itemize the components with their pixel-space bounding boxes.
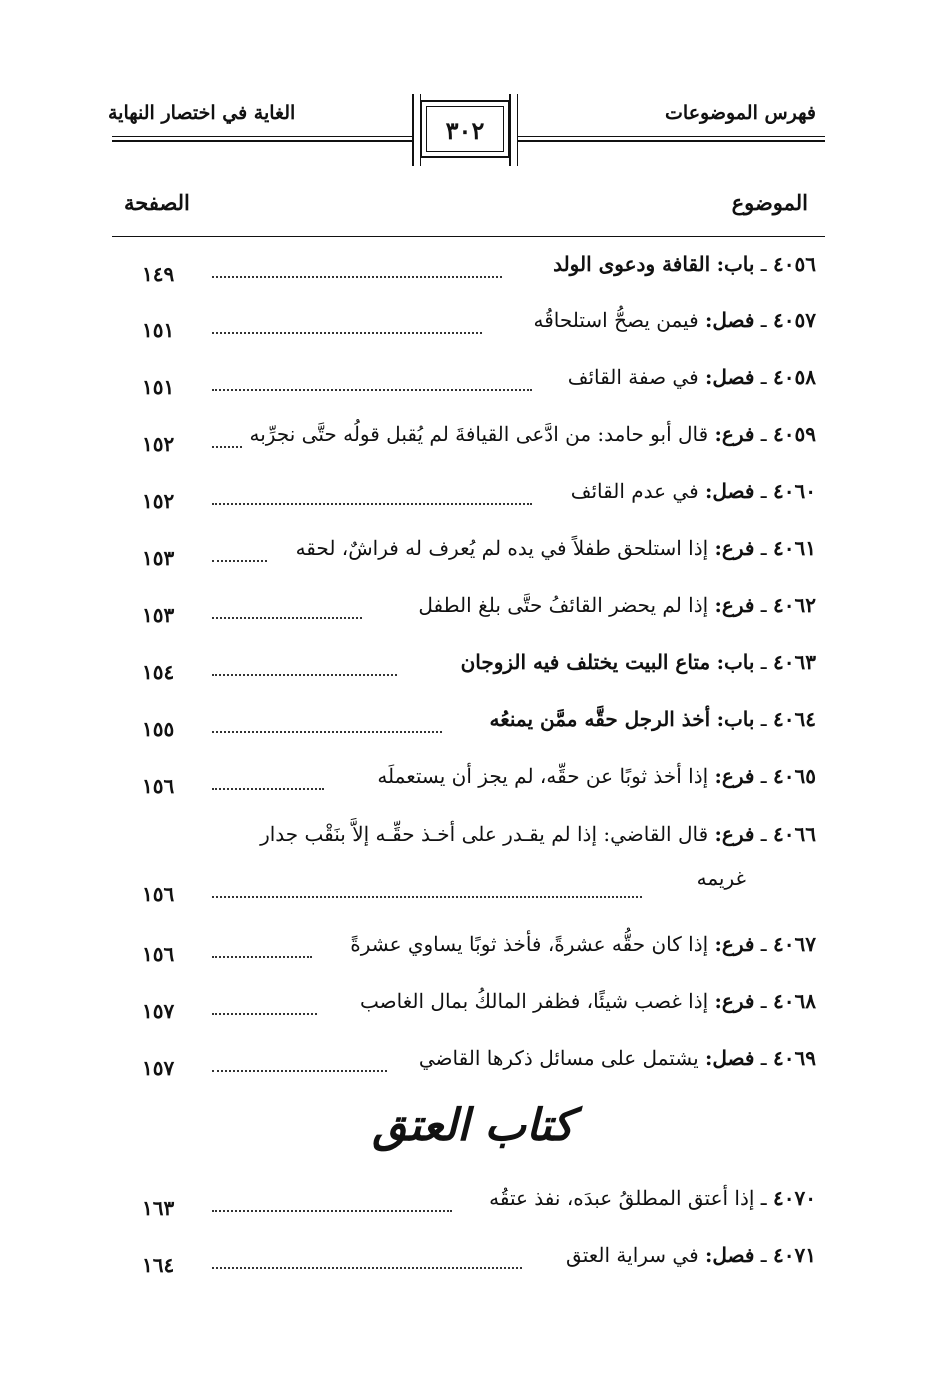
leader-dots [212,446,242,448]
toc-entry [120,1044,816,1084]
entry-page: ١٥٦ [142,774,175,798]
toc-entry [120,250,816,290]
leader-dots [212,896,642,898]
page-number: ٣٠٢ [445,116,485,145]
leader-dots [212,1267,522,1269]
leader-dots [212,788,324,790]
header-section-title: فهرس الموضوعات [665,102,816,124]
column-heading-subject: الموضوع [731,190,808,215]
entry-text: ٤٠٦٩ ـ فصل: يشتمل على مسائل ذكرها القاضي [418,1046,816,1070]
entry-page: ١٥٥ [142,717,175,741]
entry-text: ٤٠٥٦ ـ باب: القافة ودعوى الولد [553,252,816,276]
toc-entry [120,1241,816,1281]
entry-page: ١٥٢ [142,489,175,513]
entry-text: ٤٠٧١ ـ فصل: في سراية العتق [566,1243,816,1267]
entry-text: ٤٠٥٩ ـ فرع: قال أبو حامد: من ادَّعى القيافةَ لم يُقبل قولُه حتَّى نجرِّبه [249,422,816,446]
toc-entry [120,363,816,403]
column-heading-page: الصفحة [124,190,190,215]
leader-dots [212,1210,452,1212]
entry-text: ٤٠٦٠ ـ فصل: في عدم القائف [570,479,816,503]
toc-entry [120,648,816,688]
entry-text: ٤٠٦٣ ـ باب: متاع البيت يختلف فيه الزوجان [460,650,816,674]
leader-dots [212,503,532,505]
entry-text: ٤٠٦١ ـ فرع: إذا استلحق طفلاً في يده لم يُعرف له فراشٌ، لحقه [295,536,816,560]
entry-page: ١٥٦ [142,942,175,966]
toc-entry [120,534,816,574]
leader-dots [212,1013,317,1015]
leader-dots [212,276,502,278]
entry-page: ١٤٩ [142,262,175,286]
toc-entry [120,705,816,745]
entry-page: ١٥٧ [142,1056,175,1080]
leader-dots [212,617,362,619]
entry-text: ٤٠٦٧ ـ فرع: إذا كان حقُّه عشرةً، فأخذ ثوبًا يساوي عشرةً [350,932,816,956]
book-title-calligraphy: كتاب العتق [372,1100,574,1151]
heading-rule [112,236,825,237]
toc-entry-multiline [120,820,816,910]
entry-text-continued: غريمه [696,866,746,890]
entry-text: ٤٠٦٨ ـ فرع: إذا غصب شيئًا، فظفر المالكُ بمال الغاصب [360,989,816,1013]
frame-ornament-right [509,94,518,166]
entry-page: ١٥٧ [142,999,175,1023]
leader-dots [212,332,482,334]
toc-entry [120,420,816,460]
header-book-title: الغاية في اختصار النهاية [108,102,296,124]
entry-text: ٤٠٥٧ ـ فصل: فيمن يصحُّ استلحاقُه [533,308,816,332]
entry-text: ٤٠٦٦ ـ فرع: قال القاضي: إذا لم يقـدر على أخـذ حقِّـه إلاَّ بنَقْب جدار [260,822,816,846]
entry-text: ٤٠٦٢ ـ فرع: إذا لم يحضر القائفُ حتَّى بلغ الطفل [418,593,816,617]
toc-entry [120,591,816,631]
entry-text: ٤٠٦٤ ـ باب: أخذ الرجل حقَّه ممَّن يمنعُه [489,707,816,731]
entry-page: ١٦٤ [142,1253,175,1277]
leader-dots [212,389,532,391]
leader-dots [212,674,397,676]
toc-entry [120,987,816,1027]
frame-ornament-left [412,94,421,166]
entry-text: ٤٠٦٥ ـ فرع: إذا أخذ ثوبًا عن حقِّه، لم يجز أن يستعملَه [377,764,816,788]
entry-page: ١٥٣ [142,546,175,570]
leader-dots [212,1070,387,1072]
entry-page: ١٥١ [142,375,175,399]
leader-dots [212,956,312,958]
toc-entry [120,762,816,802]
entry-text: ٤٠٥٨ ـ فصل: في صفة القائف [567,365,816,389]
leader-dots [212,560,267,562]
entry-page: ١٥٢ [142,432,175,456]
toc-entry [120,930,816,970]
entry-page: ١٥٤ [142,660,175,684]
leader-dots [212,731,442,733]
entry-page: ١٥١ [142,318,175,342]
page-number-frame [420,100,510,158]
entry-text: ٤٠٧٠ ـ إذا أعتق المطلقُ عبدَه، نفذ عتقُه [489,1186,816,1210]
toc-entry [120,1184,816,1224]
entry-page: ١٥٣ [142,603,175,627]
entry-page: ١٦٣ [142,1196,175,1220]
toc-entry [120,306,816,346]
entry-page: ١٥٦ [142,882,175,906]
toc-entry [120,477,816,517]
